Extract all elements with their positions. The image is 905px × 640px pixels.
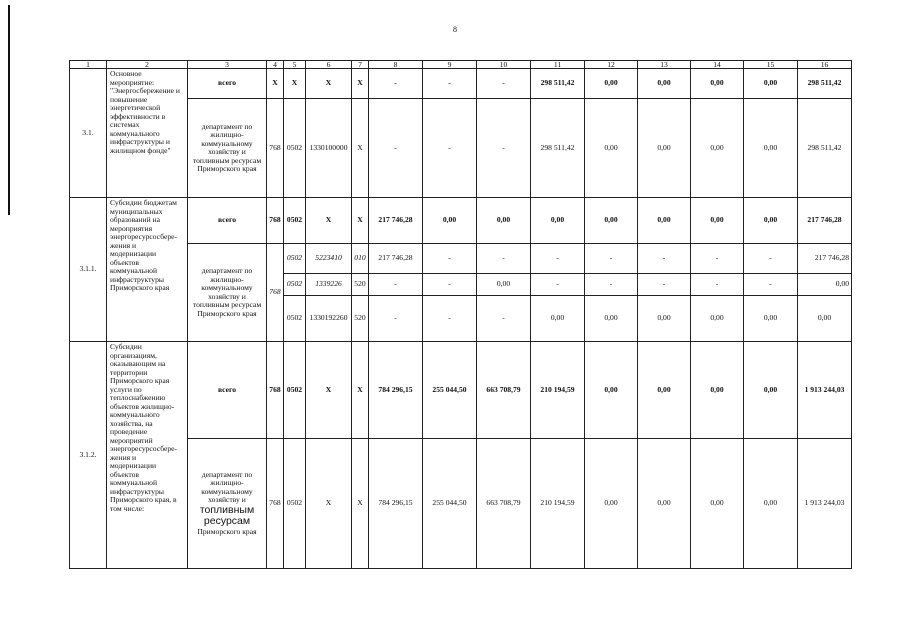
table-cell: 784 296,15 bbox=[369, 439, 423, 569]
table-cell: - bbox=[477, 244, 531, 274]
table-cell: 1330192260 bbox=[306, 296, 352, 342]
table-cell: 0,00 bbox=[477, 198, 531, 244]
col-header: 1 bbox=[70, 61, 107, 69]
table-cell: - bbox=[369, 296, 423, 342]
table-cell: - bbox=[638, 274, 691, 296]
table-cell: 255 044,50 bbox=[423, 342, 477, 439]
table-row bbox=[70, 439, 852, 569]
table-cell: 0,00 bbox=[691, 342, 744, 439]
table-cell: X bbox=[284, 69, 306, 99]
table-cell: 0,00 bbox=[585, 69, 638, 99]
table-cell: 0,00 bbox=[477, 274, 531, 296]
table-cell: 0502 bbox=[284, 296, 306, 342]
table-row bbox=[70, 99, 852, 198]
executor-cell: всего bbox=[188, 198, 267, 244]
table-cell: 0,00 bbox=[638, 296, 691, 342]
table-cell: 0,00 bbox=[744, 296, 798, 342]
col-header: 5 bbox=[284, 61, 306, 69]
budget-table bbox=[69, 60, 852, 569]
table-cell: - bbox=[585, 274, 638, 296]
col-header: 3 bbox=[188, 61, 267, 69]
col-header: 14 bbox=[691, 61, 744, 69]
table-cell: - bbox=[423, 99, 477, 198]
table-cell: - bbox=[369, 99, 423, 198]
table-cell: 520 bbox=[352, 296, 369, 342]
table-cell: 0502 bbox=[284, 342, 306, 439]
col-header: 13 bbox=[638, 61, 691, 69]
table-cell: 0502 bbox=[284, 198, 306, 244]
table-row bbox=[70, 244, 852, 274]
table-cell: X bbox=[267, 69, 284, 99]
table-row bbox=[70, 342, 852, 439]
table-cell: 0,00 bbox=[744, 439, 798, 569]
col-header: 6 bbox=[306, 61, 352, 69]
table-cell: 0,00 bbox=[423, 198, 477, 244]
table-cell: - bbox=[691, 274, 744, 296]
table-cell: 0,00 bbox=[585, 342, 638, 439]
executor-cell: всего bbox=[188, 69, 267, 99]
table-cell: 255 044,50 bbox=[423, 439, 477, 569]
table-cell: 663 708,79 bbox=[477, 342, 531, 439]
row-number: 3.1.2. bbox=[70, 342, 107, 569]
table-cell: 1339226 bbox=[306, 274, 352, 296]
table-cell: 210 194,59 bbox=[531, 342, 585, 439]
table-row bbox=[70, 198, 852, 244]
table-cell: 0,00 bbox=[638, 198, 691, 244]
table-cell: 010 bbox=[352, 244, 369, 274]
table-cell: 768 bbox=[267, 244, 284, 342]
table-cell: - bbox=[369, 274, 423, 296]
table-cell: X bbox=[352, 99, 369, 198]
table-cell: 0,00 bbox=[585, 198, 638, 244]
table-cell: 663 708,79 bbox=[477, 439, 531, 569]
executor-cell: департамент по жилищно-коммунальному хозяйству и топливным ресурсам Приморского края bbox=[188, 244, 267, 342]
table-cell: - bbox=[531, 244, 585, 274]
table-cell: 0,00 bbox=[531, 198, 585, 244]
col-header: 4 bbox=[267, 61, 284, 69]
table-cell: - bbox=[691, 244, 744, 274]
table-cell: - bbox=[744, 244, 798, 274]
table-cell: - bbox=[423, 274, 477, 296]
table-cell: 0,00 bbox=[798, 274, 852, 296]
table-cell: 0,00 bbox=[585, 296, 638, 342]
table-cell: - bbox=[423, 69, 477, 99]
table-cell: 0502 bbox=[284, 439, 306, 569]
header-row bbox=[70, 61, 852, 69]
table-cell: 0,00 bbox=[744, 198, 798, 244]
col-header: 2 bbox=[107, 61, 188, 69]
row-number: 3.1. bbox=[70, 69, 107, 198]
table-cell: 768 bbox=[267, 439, 284, 569]
table-cell: 0,00 bbox=[638, 439, 691, 569]
row-description: Основное мероприятие: "Энергосбережение и повышение энергетической эффективности в системах коммунального инфраструктуры и жилищном фонде" bbox=[107, 69, 188, 198]
table-cell: - bbox=[423, 296, 477, 342]
table-cell: 0,00 bbox=[798, 296, 852, 342]
col-header: 9 bbox=[423, 61, 477, 69]
executor-text: Приморского края bbox=[197, 527, 257, 536]
executor-cell: всего bbox=[188, 342, 267, 439]
table-cell: - bbox=[585, 244, 638, 274]
table-cell: 0502 bbox=[284, 244, 306, 274]
executor-cell bbox=[188, 439, 267, 569]
table-cell: X bbox=[306, 342, 352, 439]
col-header: 12 bbox=[585, 61, 638, 69]
table-cell: 0,00 bbox=[744, 99, 798, 198]
table-cell: - bbox=[744, 274, 798, 296]
table-cell: 0,00 bbox=[585, 439, 638, 569]
table-cell: 784 296,15 bbox=[369, 342, 423, 439]
table-cell: 5223410 bbox=[306, 244, 352, 274]
table-cell: 217 746,28 bbox=[369, 198, 423, 244]
table-cell: 520 bbox=[352, 274, 369, 296]
table-cell: 1330100000 bbox=[306, 99, 352, 198]
col-header: 11 bbox=[531, 61, 585, 69]
table-cell: 0,00 bbox=[691, 198, 744, 244]
col-header: 7 bbox=[352, 61, 369, 69]
executor-cell: департамент по жилищно-коммунальному хозяйству и топливным ресурсам Приморского края bbox=[188, 99, 267, 198]
table-cell: X bbox=[352, 439, 369, 569]
col-header: 8 bbox=[369, 61, 423, 69]
table-cell: 768 bbox=[267, 342, 284, 439]
table-cell: - bbox=[477, 99, 531, 198]
table-cell: 0502 bbox=[284, 99, 306, 198]
table-cell: - bbox=[638, 244, 691, 274]
executor-text: департамент по жилищно-коммунальному хозяйству и bbox=[201, 469, 253, 504]
table-cell: X bbox=[306, 198, 352, 244]
table-cell: 0,00 bbox=[744, 69, 798, 99]
table-cell: 768 bbox=[267, 198, 284, 244]
table-cell: 0,00 bbox=[585, 99, 638, 198]
table-cell: 0502 bbox=[284, 274, 306, 296]
col-header: 15 bbox=[744, 61, 798, 69]
table-cell: 1 913 244,03 bbox=[798, 342, 852, 439]
table-cell: 298 511,42 bbox=[531, 69, 585, 99]
table-cell: 0,00 bbox=[638, 69, 691, 99]
table-cell: X bbox=[352, 69, 369, 99]
table-cell: 0,00 bbox=[638, 342, 691, 439]
table-cell: 0,00 bbox=[691, 69, 744, 99]
table-cell: 768 bbox=[267, 99, 284, 198]
table-cell: 1 913 244,03 bbox=[798, 439, 852, 569]
table-cell: 298 511,42 bbox=[531, 99, 585, 198]
left-margin-rule bbox=[8, 5, 10, 215]
page-number: 8 bbox=[453, 25, 457, 34]
row-number: 3.1.1. bbox=[70, 198, 107, 342]
table-cell: - bbox=[423, 244, 477, 274]
table-cell: X bbox=[352, 342, 369, 439]
table-cell: 217 746,28 bbox=[798, 198, 852, 244]
table-cell: 0,00 bbox=[691, 439, 744, 569]
table-cell: 298 511,42 bbox=[798, 99, 852, 198]
table-cell: 0,00 bbox=[691, 99, 744, 198]
table-cell: X bbox=[306, 69, 352, 99]
table-cell: - bbox=[477, 69, 531, 99]
executor-text-large: топливным ресурсам bbox=[199, 503, 255, 528]
table-cell: 0,00 bbox=[531, 296, 585, 342]
table-cell: 0,00 bbox=[638, 99, 691, 198]
table-cell: 217 746,28 bbox=[798, 244, 852, 274]
table-cell: 0,00 bbox=[744, 342, 798, 439]
table-cell: - bbox=[369, 69, 423, 99]
col-header: 10 bbox=[477, 61, 531, 69]
row-description: Субсидии организациям, оказывающим на территории Приморского края услуги по теплоснабжению объектов жилищно-коммунального хозяйства, на проведение мероприятий энергоресурсосбере-жения и модернизации объектов коммунальной инфраструктуры Приморского края, в том числе: bbox=[107, 342, 188, 569]
col-header: 16 bbox=[798, 61, 852, 69]
row-description: Субсидии бюджетам муниципальных образований на мероприятия энергоресурсосбере-жения и модернизации объектов коммунальной инфраструктуры Приморского края bbox=[107, 198, 188, 342]
table-cell: X bbox=[306, 439, 352, 569]
table-cell: 217 746,28 bbox=[369, 244, 423, 274]
table-cell: 210 194,59 bbox=[531, 439, 585, 569]
table-cell: 0,00 bbox=[691, 296, 744, 342]
table-cell: - bbox=[531, 274, 585, 296]
table-row bbox=[70, 69, 852, 99]
table-cell: X bbox=[352, 198, 369, 244]
table-cell: 298 511,42 bbox=[798, 69, 852, 99]
table-cell: - bbox=[477, 296, 531, 342]
